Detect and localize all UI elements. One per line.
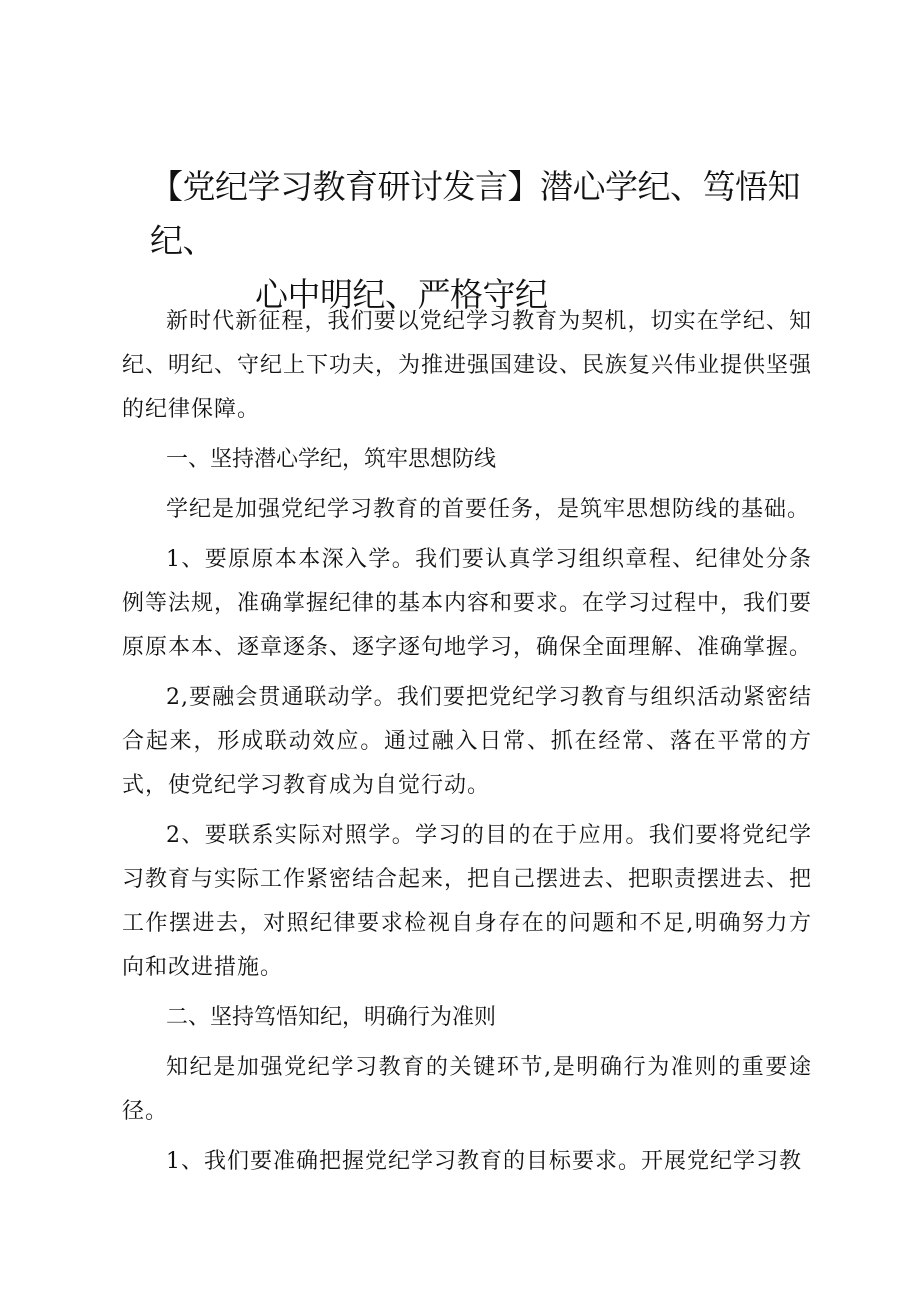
body-paragraph: 知纪是加强党纪学习教育的关键环节,是明确行为准则的重要途径。 [122,1055,812,1124]
section-heading-2: 二、坚持笃悟知纪，明确行为准则 [166,1005,497,1030]
document-body [122,300,812,1184]
section-heading-1: 一、坚持潜心学纪，筑牢思想防线 [166,447,497,472]
body-paragraph: 2,要融会贯通联动学。我们要把党纪学习教育与组织活动紧密结合起来，形成联动效应。通过融入日常、抓在经常、落在平常的方式，使党纪学习教育成为自觉行动。 [122,685,812,798]
body-paragraph: 1、要原原本本深入学。我们要认真学习组织章程、纪律处分条例等法规，准确掌握纪律的基本内容和要求。在学习过程中，我们要原原本本、逐章逐条、逐字逐句地学习，确保全面理解、准确掌握。 [122,547,813,660]
body-paragraph: 1、我们要准确把握党纪学习教育的目标要求。开展党纪学习教 [166,1149,802,1174]
body-paragraph: 2、要联系实际对照学。学习的目的在于应用。我们要将党纪学习教育与实际工作紧密结合起来，把自己摆进去、把职责摆进去、把工作摆进去，对照纪律要求检视自身存在的问题和不足,明确努力方向和改进措施。 [122,823,813,980]
intro-paragraph: 新时代新征程，我们要以党纪学习教育为契机，切实在学纪、知纪、明纪、守纪上下功夫，为推进强国建设、民族复兴伟业提供坚强的纪律保障。 [122,309,813,422]
title-line-1: 【党纪学习教育研讨发言】潜心学纪、笃悟知纪、 [150,167,800,260]
title-line-2: 心中明纪、严格守纪 [255,275,548,314]
body-paragraph: 学纪是加强党纪学习教育的首要任务，是筑牢思想防线的基础。 [166,497,811,522]
document-title [150,160,850,322]
